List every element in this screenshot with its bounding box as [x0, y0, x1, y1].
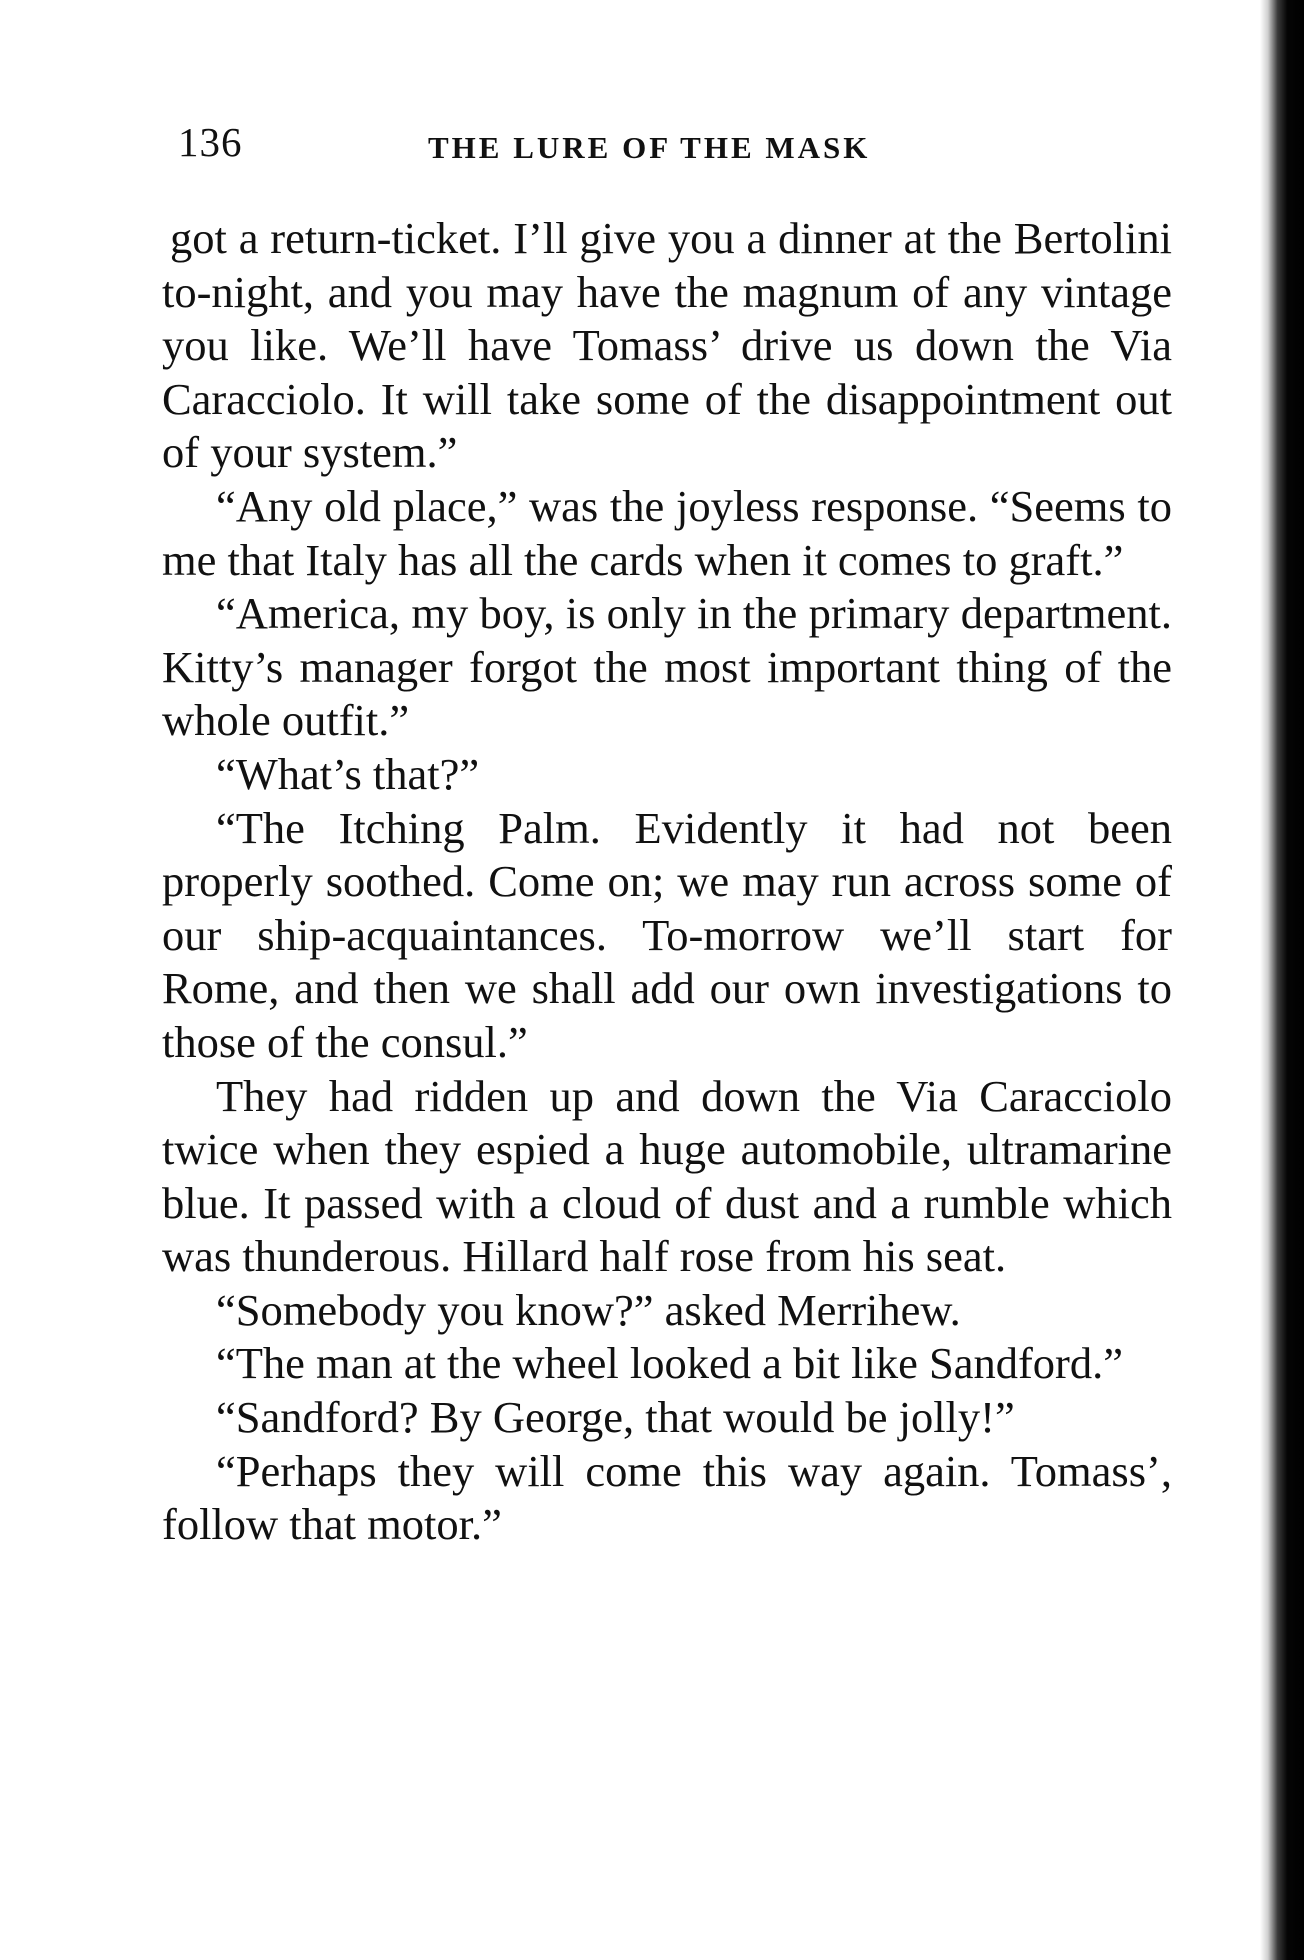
paragraph: “The man at the wheel looked a bit like Sandford.”: [216, 1338, 1123, 1389]
paragraph: “The Itching Palm. Evidently it had not been properly soothed. Come on; we may run across some of our ship-acquaintances. To-morrow we’ll start for Rome, and then we shall add our own investigations to those of the consul.”: [162, 802, 1172, 1067]
paragraph: “Sandford? By George, that would be jolly!”: [216, 1392, 1015, 1443]
paragraph: “Somebody you know?” asked Merrihew.: [216, 1284, 961, 1335]
paragraph: “Any old place,” was the joyless response. “Seems to me that Italy has all the cards when it comes to graft.”: [162, 480, 1172, 585]
paragraph: “Perhaps they will come this way again. Tomass’, follow that motor.”: [162, 1445, 1172, 1550]
paragraph-continued: got a return-ticket. I’ll give you a dinner at the Bertolini to-night, and you may have the magnum of any vintage you like. We’ll have Tomass’ drive us down the Via Caracciolo. It will take some of the disappointment out of your system.”: [162, 213, 1172, 478]
page-header: [178, 118, 1168, 178]
page-number: 136: [178, 119, 243, 165]
body-text: [162, 212, 1172, 1552]
page-spine-edge: [1260, 0, 1304, 1960]
running-title: THE LURE OF THE MASK: [428, 130, 871, 165]
paragraph: “America, my boy, is only in the primary department. Kitty’s manager forgot the most important thing of the whole outfit.”: [162, 588, 1172, 746]
paragraph: “What’s that?”: [216, 748, 480, 799]
paragraph: They had ridden up and down the Via Caracciolo twice when they espied a huge automobile, ultramarine blue. It passed with a cloud of dust and a rumble which was thunderous. Hillard half rose from his seat.: [162, 1070, 1172, 1282]
